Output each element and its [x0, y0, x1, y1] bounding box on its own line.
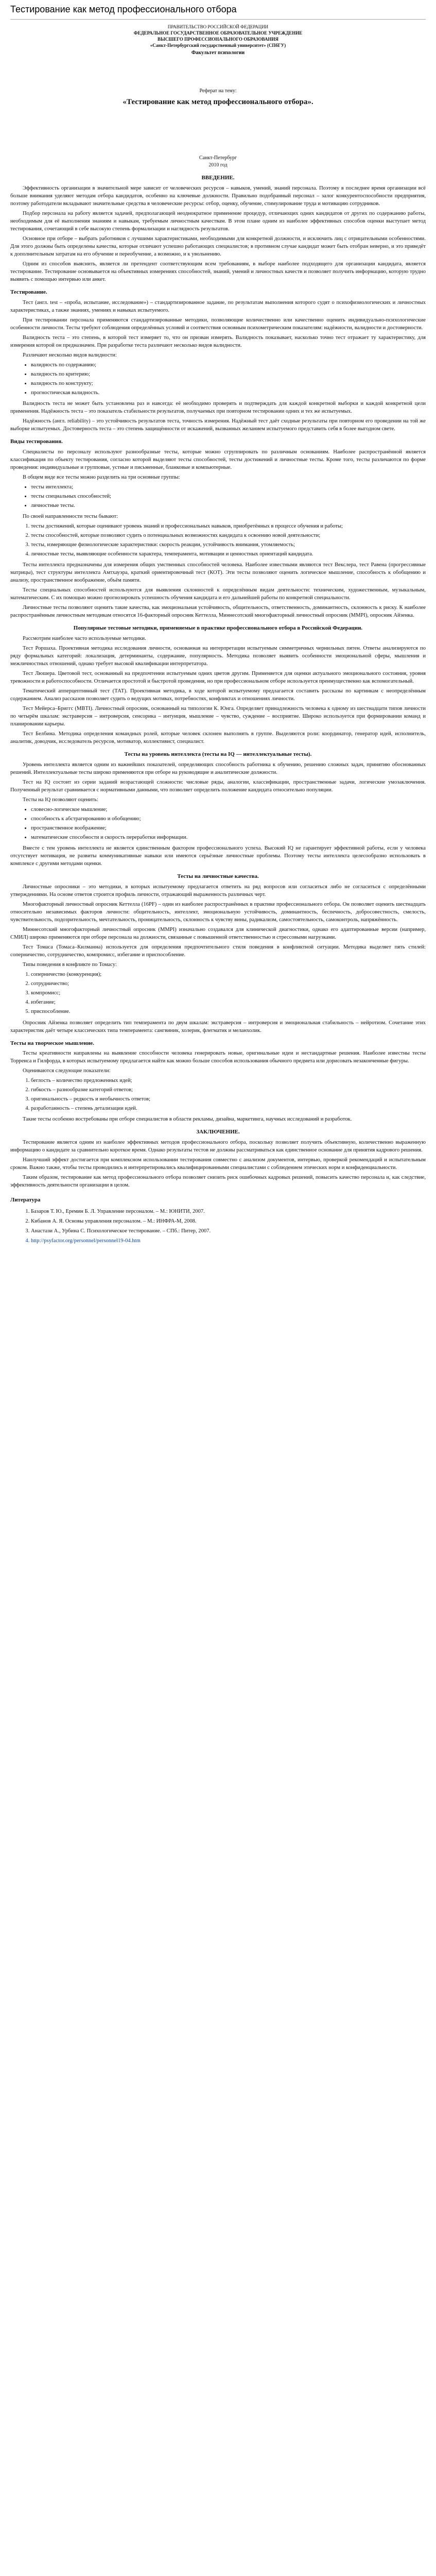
list-item: • личностные тесты.: [31, 502, 426, 510]
list-item: • тесты интеллекта;: [31, 483, 426, 491]
reference-item: 2. Кибанов А. Я. Основы управления персоналом. – М.: ИНФРА-М, 2008.: [31, 1217, 426, 1225]
personal-heading: Тесты на личностные качества.: [177, 873, 259, 880]
reference-item: 1. Базаров Т. Ю., Еремин Б. Л. Управление персоналом. – М.: ЮНИТИ, 2007.: [31, 1208, 426, 1215]
list-item: 5. приспособление.: [31, 1008, 426, 1015]
reference-item: 3. Анастази А., Урбина С. Психологическое тестирование. – СПб.: Питер, 2007.: [31, 1227, 426, 1235]
paragraph: Основное при отборе – выбрать работников с лучшими характеристиками, необходимыми для конкретной должности, и исключить лиц с отрицательными особенностями. Для этого должны быть определены качества, которые отличают успешно работающих специалистов; в противном случае кандидат может быть отобран неверно, и это приведёт к дополнительным затратам на его обучение и переобучение, а возможно, и к увольнению.: [10, 235, 426, 258]
paragraph: Тест (англ. test – «проба, испытание, исследование») – стандартизированное задание, по результатам выполнения которого судят о психофизиологических и личностных характеристиках, а также знаниях, умениях и навыках испытуемого.: [10, 299, 426, 313]
conclusion-heading: ЗАКЛЮЧЕНИЕ.: [196, 1129, 240, 1136]
paragraph: Тест Люшера. Цветовой тест, основанный на предпочтении испытуемым одних цветов другим. Применяется для оценки актуального эмоционального состояния, уровня тревожности и работоспособности. Отличается простотой и быстротой проведения, но при профессиональном отборе используется преимущественно как вспомогательный.: [10, 671, 426, 685]
ref-label: Реферат на тему:: [199, 88, 237, 94]
list-item: 2. тесты способностей, которые позволяют судить о потенциальных возможностях кандидата к освоению новой деятельности;: [31, 532, 426, 539]
iq-heading: Тесты на уровень интеллекта (тесты на IQ — интеллектуальные тесты).: [124, 751, 312, 758]
paragraph: Таким образом, тестирование как метод профессионального отбора позволяет снизить риск ошибочных кадровых решений, повысить качество персонала и, как следствие, эффективность деятельности организации в целом.: [10, 1175, 426, 1189]
paragraph: Типы поведения в конфликте по Томасу:: [23, 962, 117, 968]
paragraph: Вместе с тем уровень интеллекта не является единственным фактором профессионального успеха. Высокий IQ не гарантирует эффективной работы, если у человека отсутствует мотивация, не развиты коммуникативные навыки или имеются серьёзные личностные проблемы. Поэтому тесты интеллекта целесообразно использовать в комплексе с другими методами оценки.: [10, 845, 426, 867]
title-page-line: ФЕДЕРАЛЬНОЕ ГОСУДАРСТВЕННОЕ ОБРАЗОВАТЕЛЬНОЕ УЧРЕЖДЕНИЕ: [133, 30, 303, 36]
paragraph: Тест Томаса (Томаса–Килманна) используется для определения предпочтительного стиля поведения в конфликтной ситуации. Методика выделяет пять стилей: соперничество, сотрудничество, компромисс, избегание и приспособление.: [10, 944, 426, 958]
paragraph: Надёжность (англ. reliability) – это устойчивость результатов теста, точность измерения. Надёжный тест даёт сходные результаты при повторном его проведении на той же выборке испытуемых. Достоверность теста – это степень защищённости от искажений, вызванных желанием испытуемого представить себя в более выгодном свете.: [10, 418, 426, 432]
list-item: • словесно-логическое мышление;: [31, 806, 426, 814]
faculty: Факультет психологии: [191, 50, 245, 56]
paragraph: Тест Роршаха. Проективная методика исследования личности, основанная на интерпретации испытуемым симметричных чернильных пятен. Ответы анализируются по ряду формальных категорий: локализация, детерминанты, содержание, популярность. Методика позволяет выявить особенности эмоциональной сферы, мышления и межличностных отношений, однако требует высокой квалификации интерпретатора.: [10, 646, 426, 667]
references-list: [10, 1208, 426, 1245]
paragraph: Уровень интеллекта является одним из важнейших показателей, определяющих способность работника к обучению, решению сложных задач, принятию обоснованных решений. Интеллектуальные тесты широко применяются при отборе на руководящие и аналитические должности.: [10, 762, 426, 776]
list-item: 3. компромисс;: [31, 989, 426, 997]
paragraph: Тесты на IQ позволяют оценить:: [23, 797, 98, 803]
list-item: 1. беглость – количество предложенных идей;: [31, 1077, 426, 1084]
types-list: [10, 483, 426, 510]
paragraph: Специалисты по персоналу используют разнообразные тесты, которые можно сгруппировать по различным основаниям. Наиболее распространённой является классификация по объекту тестирования, согласно которой выделяют тесты способностей, тесты достижений и личностные тесты. Кроме того, тесты различаются по форме проведения: индивидуальные и групповые, устные и письменные, бланковые и компьютерные.: [10, 449, 426, 470]
list-item: 4. разработанность – степень детализации идей.: [31, 1105, 426, 1112]
title-page-line: «Санкт-Петербургский государственный университет» (СПбГУ): [150, 42, 286, 48]
list-item: • тесты специальных способностей;: [31, 493, 426, 500]
paragraph: Тесты интеллекта предназначены для измерения общих умственных способностей человека. Наиболее известными являются тест Векслера, тест Равена (прогрессивные матрицы), тест структуры интеллекта Амтхауэра, краткий ориентировочный тест (КОТ). Эти тесты позволяют оценить логическое мышление, способность к обобщению и анализу, пространственное воображение, объём памяти.: [10, 562, 426, 584]
paragraph: Тест на IQ состоит из серии заданий возрастающей сложности: числовые ряды, аналогии, классификации, пространственные задачи, логические умозаключения. Полученный результат сравнивается с нормативными данными, что позволяет определить положение кандидата относительно популяции.: [10, 779, 426, 793]
paragraph: Тесты специальных способностей используются для выявления склонностей к определённым видам деятельности: техническим, художественным, музыкальным, математическим. С их помощью можно прогнозировать успешность обучения кандидата и его дальнейшей работы по конкретной специальности.: [10, 587, 426, 601]
testing-heading: Тестирование.: [10, 289, 47, 296]
paragraph: Валидность теста не может быть установлена раз и навсегда: её необходимо проверять и подтверждать для каждой конкретной выборки и каждой конкретной цели применения. Надёжность теста – это показатель стабильности результатов, получаемых при повторном тестировании одних и тех же испытуемых.: [10, 401, 426, 415]
paragraph: Тестирование является одним из наиболее эффективных методов профессионального отбора, поскольку позволяет получить объективную, количественно выраженную информацию о кандидате за сравнительно короткое время. Однако результаты тестов не должны рассматриваться как единственное основание для принятия кадрового решения.: [10, 1140, 426, 1154]
list-item: 3. оригинальность – редкость и необычность ответов;: [31, 1095, 426, 1103]
title-page: [10, 24, 426, 170]
list-item: • прогностическая валидность.: [31, 389, 426, 397]
paragraph: Тесты креативности направлены на выявление способности человека генерировать новые, оригинальные идеи и нестандартные решения. Наиболее известны тесты Торренса и Гилфорда, в которых испытуемому предлагается найти как можно больше способов использования обычного предмета или дорисовать незаконченные фигуры.: [10, 1050, 426, 1064]
paragraph: Наилучший эффект достигается при комплексном использовании тестирования совместно с анализом документов, интервью, проверкой рекомендаций и испытательным сроком. Важно также, чтобы тесты проводились и интерпретировались квалифицированными специалистами с соблюдением этических норм и конфиденциальности.: [10, 1157, 426, 1171]
paragraph: Личностные опросники – это методики, в которых испытуемому предлагается ответить на ряд вопросов или согласиться либо не согласиться с определёнными утверждениями. На основе ответов строится профиль личности, отражающий выраженность различных черт.: [10, 884, 426, 898]
list-item: • валидность по конструкту;: [31, 380, 426, 387]
list-item: 3. тесты, измеряющие физиологические характеристики: скорость реакции, устойчивость внимания, утомляемость;: [31, 541, 426, 549]
list-item: 1. тесты достижений, которые оценивают уровень знаний и профессиональных навыков, приобретённых в процессе обучения и работы;: [31, 522, 426, 530]
page-title: Тестирование как метод профессионального отбора: [10, 3, 426, 20]
list-item: • пространственное воображение;: [31, 824, 426, 832]
references-heading: Литература: [10, 1197, 41, 1204]
title-page-line: ПРАВИТЕЛЬСТВО РОССИЙСКОЙ ФЕДЕРАЦИИ: [167, 24, 269, 29]
paragraph: Рассмотрим наиболее часто используемые методики.: [23, 636, 146, 642]
methods-heading: Популярные тестовые методики, применяемые в практике профессионального отбора в Российской Федерации.: [73, 625, 363, 632]
year: 2010 год: [208, 162, 228, 168]
types-list-2: [10, 522, 426, 558]
types-heading: Виды тестирования.: [10, 438, 63, 445]
paragraph: По своей направленности тесты бывают:: [23, 514, 118, 520]
list-item: 1. соперничество (конкуренция);: [31, 971, 426, 978]
paragraph: Такие тесты особенно востребованы при отборе специалистов в области рекламы, дизайна, маркетинга, научных исследований и разработок.: [23, 1116, 352, 1123]
list-item: 4. избегание;: [31, 998, 426, 1006]
doc-title: «Тестирование как метод профессионального отбора».: [123, 98, 313, 107]
paragraph: Одним из способов выяснить, является ли претендент соответствующим всем требованиям, в выборе наиболее подходящего для организации кандидата, является тестирование. Тестирование основывается на объективных измерениях способностей, знаний, умений и личностных качеств и позволяет получить информацию, которую трудно выявить с помощью интервью или анкет.: [10, 261, 426, 283]
list-item: 2. гибкость – разнообразие категорий ответов;: [31, 1086, 426, 1094]
paragraph: Различают несколько видов валидности:: [23, 352, 117, 358]
list-item: 2. сотрудничество;: [31, 980, 426, 988]
paragraph: При тестировании персонала применяются стандартизированные методики, позволяющие количественно или качественно оценить индивидуально-психологические особенности личности. Тесты требуют соблюдения определённых условий и соответствия основным психометрическим показателям: надёжности, валидности и достоверности.: [10, 317, 426, 331]
reference-link[interactable]: 4. http://psyfactor.org/personnel/personnel19-04.htm: [31, 1237, 426, 1245]
city: Санкт-Петербург: [199, 155, 237, 161]
list-item: 4. личностные тесты, выявляющие особенности характера, темперамента, мотивации и ценностных ориентаций кандидата.: [31, 550, 426, 558]
paragraph: Миннесотский многофакторный личностный опросник (MMPI) изначально создавался для клинической диагностики, однако его адаптированные версии (например, СМИЛ) широко применяются при отборе персонала на должности, связанные с повышенной ответственностью и стрессовыми нагрузками.: [10, 927, 426, 941]
paragraph: Тематический апперцептивный тест (ТАТ). Проективная методика, в ходе которой испытуемому предлагается составить рассказы по картинкам с неопределённым содержанием. Анализ рассказов позволяет судить о ведущих мотивах, потребностях, конфликтах и отношениях личности.: [10, 688, 426, 702]
list-item: • валидность по содержанию;: [31, 361, 426, 369]
page: [0, 0, 436, 1253]
paragraph: Опросник Айзенка позволяет определить тип темперамента по двум шкалам: экстраверсия – интроверсия и эмоциональная стабильность – нейротизм. Сочетание этих характеристик даёт четыре классических типа темперамента: сангвиник, холерик, флегматик и меланхолик.: [10, 1020, 426, 1033]
paragraph: Личностные тесты позволяют оценить такие качества, как эмоциональная устойчивость, общительность, ответственность, доминантность, склонность к риску. К наиболее распространённым личностным методикам относятся 16-факторный опросник Кеттелла, Миннесотский многофакторный личностный опросник (MMPI), опросник Айзенка.: [10, 605, 426, 619]
paragraph: Валидность теста – это степень, в которой тест измеряет то, что он призван измерять. Валидность показывает, насколько точно тест отражает ту характеристику, для измерения которой он предназначен. При разработке теста различают несколько видов валидности.: [10, 334, 426, 348]
title-page-line: ВЫСШЕГО ПРОФЕССИОНАЛЬНОГО ОБРАЗОВАНИЯ: [158, 36, 278, 42]
creative-list: [10, 1077, 426, 1112]
creative-heading: Тесты на творческое мышление.: [10, 1040, 94, 1046]
paragraph: Тест Белбина. Методика определения командных ролей, которые человек склонен выполнять в группе. Выделяются роли: координатор, генератор идей, исполнитель, аналитик, доводчик, исследователь ресурсов, мотиватор, коллективист, специалист.: [10, 731, 426, 745]
intro-heading: ВВЕДЕНИЕ.: [201, 175, 235, 181]
paragraph: В общем виде все тесты можно разделить на три основные группы:: [23, 474, 180, 480]
paragraph: Подбор персонала на работу является задачей, предполагающей неоднократное применение процедур, отличающих одних кандидатов от других по содержанию работы, необходимым для её выполнения знаниям и навыкам, требуемым личностным качествам. В этом плане одним из наиболее эффективных способов оценки выступает метод тестирования, сочетающий в себе высокую степень формализации и наглядность результатов.: [10, 210, 426, 232]
list-item: • математические способности и скорость переработки информации.: [31, 834, 426, 841]
list-item: • способность к абстрагированию и обобщению;: [31, 815, 426, 823]
iq-list: [10, 806, 426, 841]
paragraph: Многофакторный личностный опросник Кеттелла (16PF) – один из наиболее распространённых в практике профессионального отбора. Он позволяет оценить шестнадцать относительно независимых факторов личности: общительность, интеллект, эмоциональную устойчивость, доминантность, беспечность, добросовестность, смелость, чувствительность, подозрительность, мечтательность, проницательность, склонность к чувству вины, радикализм, самостоятельность, самоконтроль, напряжённость.: [10, 902, 426, 923]
paragraph: Оцениваются следующие показатели:: [23, 1068, 111, 1074]
conflict-styles-list: [10, 971, 426, 1015]
list-item: • валидность по критерию;: [31, 370, 426, 378]
paragraph: Эффективность организации в значительной мере зависит от человеческих ресурсов – навыков, умений, знаний персонала. Поэтому в последнее время организации всё больше внимания уделяют методам отбора кандидатов, особенно на ключевые должности. Правильно подобранный персонал – залог конкурентоспособности предприятия, поэтому работодатели вкладывают значительные средства в человеческие ресурсы: отбор, оценку, обучение, стимулирование труда и мотивацию сотрудников.: [10, 185, 426, 207]
validity-list: [10, 361, 426, 397]
paragraph: Тест Мейерса–Бриггс (MBTI). Личностный опросник, основанный на типологии К. Юнга. Определяет принадлежность человека к одному из шестнадцати типов личности по четырём шкалам: экстраверсия – интроверсия, сенсорика – интуиция, мышление – чувство, суждение – восприятие. Широко используется при формировании команд и планировании карьеры.: [10, 706, 426, 727]
